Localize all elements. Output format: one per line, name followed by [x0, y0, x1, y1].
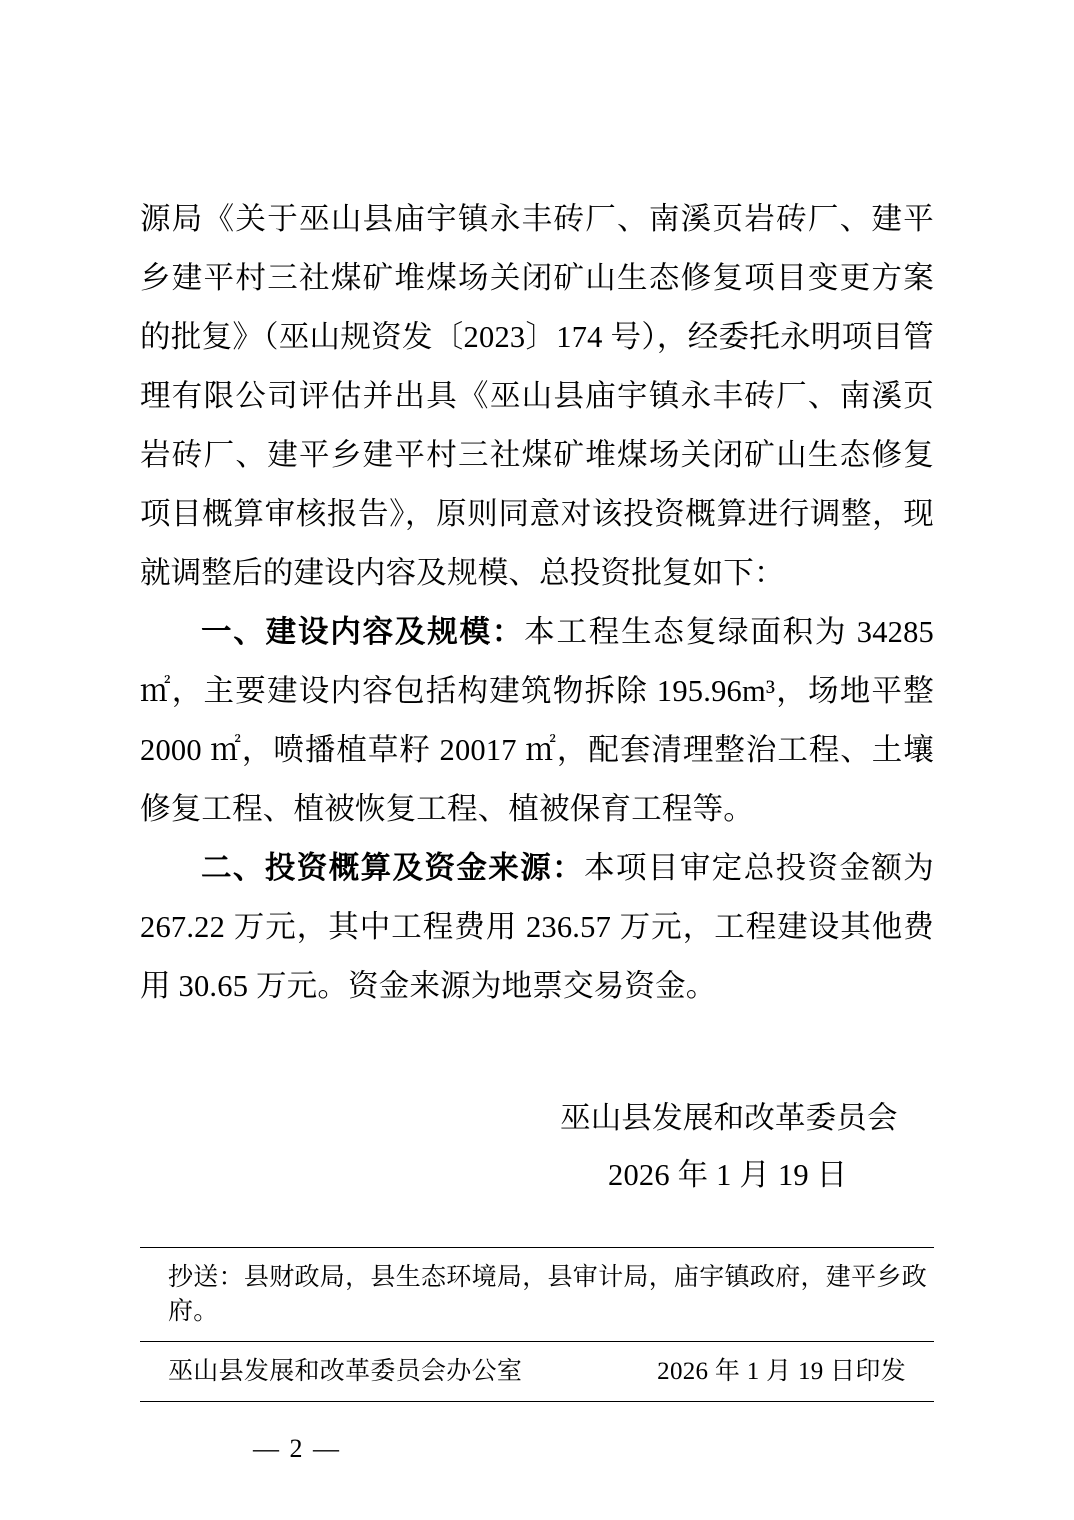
footer-issuer: 巫山县发展和改革委员会办公室	[168, 1358, 523, 1385]
heading-construction-scope: 一、建设内容及规模：	[201, 615, 525, 649]
signature-date: 2026 年 1 月 19 日	[608, 1158, 848, 1192]
signature-organization: 巫山县发展和改革委员会	[560, 1101, 898, 1135]
footer-rule-bottom	[140, 1401, 934, 1402]
paragraph-investment-budget	[140, 839, 934, 1016]
paragraph-construction-scope	[140, 603, 934, 839]
document-footer	[140, 1247, 934, 1402]
text-construction-scope: 本工程生态复绿面积为 34285 ㎡，主要建设内容包括构建筑物拆除 195.96m³，场地平整 2000 ㎡，喷播植草籽 20017 ㎡，配套清理整治工程、土壤修复工程、植被恢复工程、植被保育工程等。	[140, 615, 934, 826]
footer-cc-row: 抄送：县财政局，县生态环境局，县审计局，庙宇镇政府，建平乡政府。	[168, 1264, 928, 1325]
page-number: — 2 —	[253, 1434, 341, 1463]
footer-issue-date: 2026 年 1 月 19 日印发	[657, 1358, 906, 1385]
text-investment-budget: 本项目审定总投资金额为 267.22 万元，其中工程费用 236.57 万元，工程建设其他费用 30.65 万元。资金来源为地票交易资金。	[140, 851, 935, 1003]
signature-block	[140, 1090, 934, 1204]
footer-issue-row	[140, 1342, 934, 1401]
paragraph-opening: 源局《关于巫山县庙宇镇永丰砖厂、南溪页岩砖厂、建平乡建平村三社煤矿堆煤场关闭矿山生态修复项目变更方案的批复》（巫山规资发〔2023〕174 号），经委托永明项目管理有限公司评估并出具《巫山县庙宇镇永丰砖厂、南溪页岩砖厂、建平乡建平村三社煤矿堆煤场关闭矿山生态修复项目概算审核报告》，原则同意对该投资概算进行调整，现就调整后的建设内容及规模、总投资批复如下：	[140, 202, 934, 590]
document-body	[140, 0, 934, 1204]
heading-investment-budget: 二、投资概算及资金来源：	[201, 851, 585, 885]
